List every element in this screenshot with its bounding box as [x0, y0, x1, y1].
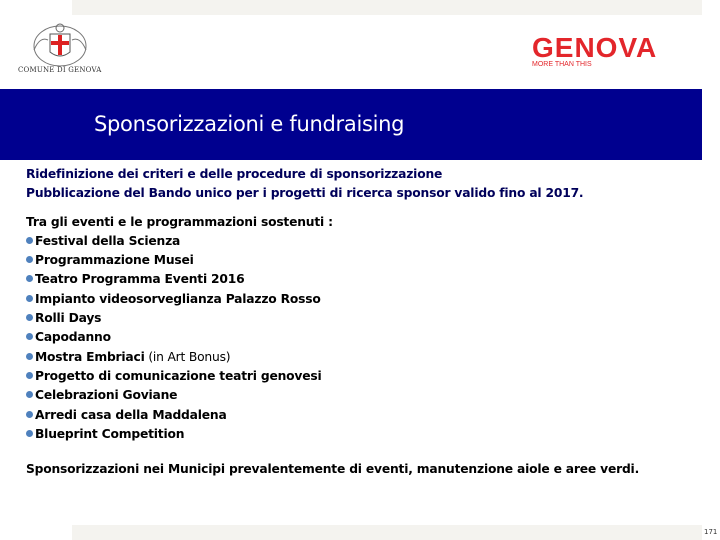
list-item: Arredi casa della Maddalena [26, 406, 583, 425]
intro-line: Ridefinizione dei criteri e delle procedure di sponsorizzazione [26, 167, 443, 181]
bullet-icon [26, 372, 33, 379]
municipality-name: COMUNE DI GENOVA [18, 66, 102, 74]
list-item: Progetto di comunicazione teatri genovesi [26, 367, 583, 386]
item-note: (in Art Bonus) [144, 349, 231, 364]
list-heading: Tra gli eventi e le programmazioni sostenuti : [26, 214, 333, 229]
genova-brand-logo: GENOVA [532, 32, 658, 63]
page-number: 171 [704, 528, 718, 536]
list-item: Mostra Embriaci (in Art Bonus) [26, 348, 583, 367]
bullet-icon [26, 275, 33, 282]
bullet-icon [26, 256, 33, 263]
intro-line: Pubblicazione del Bando unico per i progetti di ricerca sponsor valido fino al 2017. [26, 186, 584, 201]
bullet-icon [26, 411, 33, 418]
top-bar [72, 0, 702, 15]
list-item: Rolli Days [26, 309, 583, 328]
bottom-bar [72, 525, 702, 540]
brand-tagline: MORE THAN THIS [532, 61, 592, 68]
list-item: Celebrazioni Goviane [26, 386, 583, 405]
slide-title: Sponsorizzazioni e fundraising [94, 112, 405, 136]
bullet-icon [26, 314, 33, 321]
bullet-icon [26, 391, 33, 398]
footer-text: Sponsorizzazioni nei Municipi prevalentemente di eventi, manutenzione aiole e aree verdi. [26, 462, 640, 476]
bullet-icon [26, 333, 33, 340]
list-item: Teatro Programma Eventi 2016 [26, 270, 583, 289]
bullet-icon [26, 237, 33, 244]
bullet-icon [26, 430, 33, 437]
list-item: Impianto videosorveglianza Palazzo Rosso [26, 290, 583, 309]
list-item: Blueprint Competition [26, 425, 583, 444]
bullet-icon [26, 353, 33, 360]
slide-body [26, 165, 583, 444]
bullet-icon [26, 295, 33, 302]
list-item: Capodanno [26, 328, 583, 347]
list-item: Festival della Scienza [26, 232, 583, 251]
list-item: Programmazione Musei [26, 251, 583, 270]
